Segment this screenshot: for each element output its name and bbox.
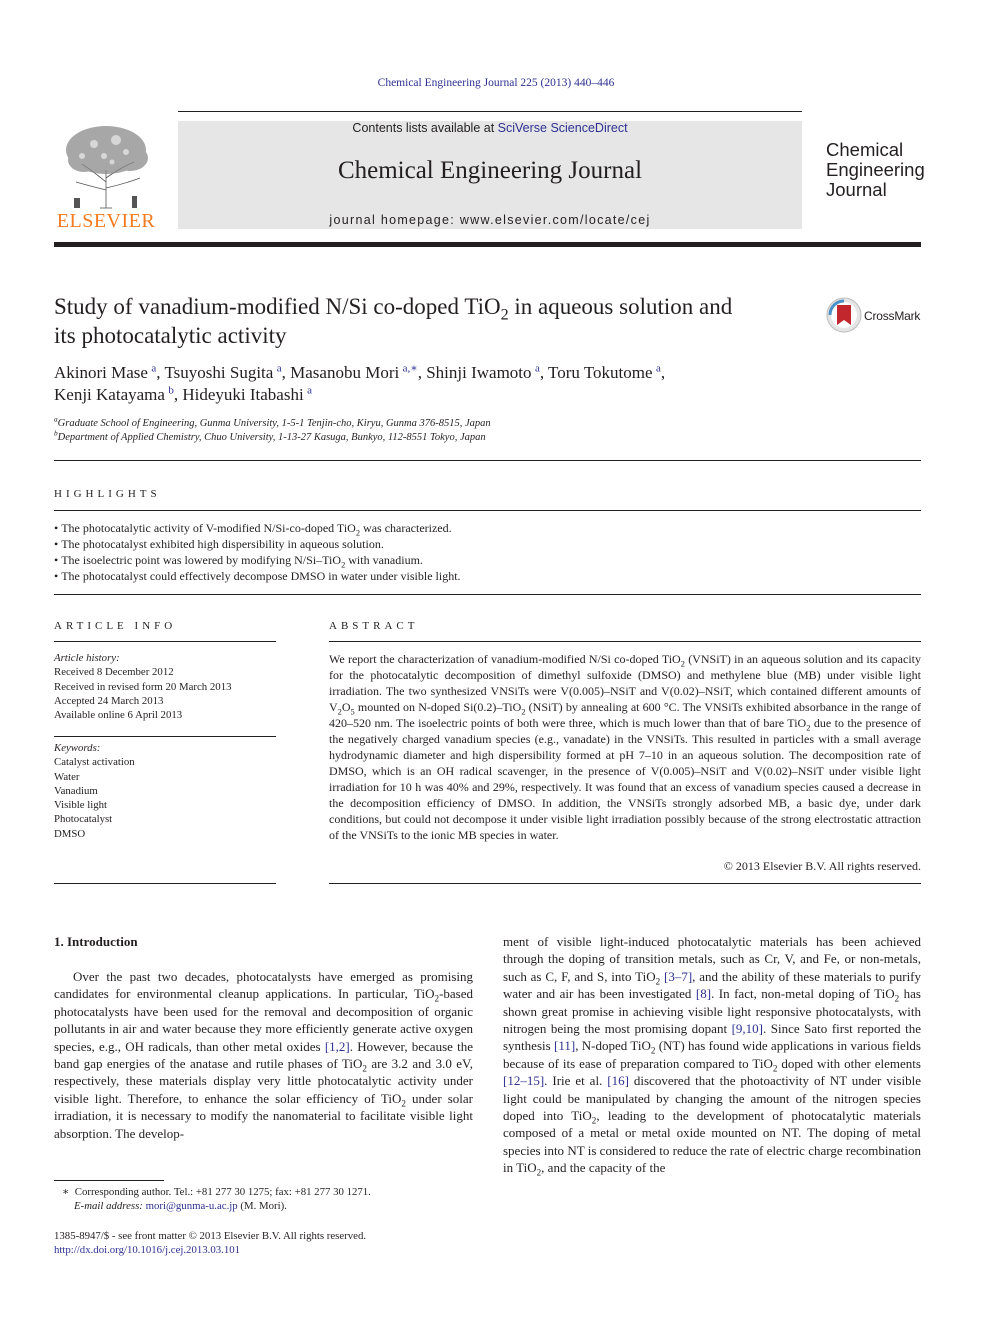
highlight-item: • The photocatalytic activity of V-modified N/Si-co-doped TiO$_2$ was characterized.	[54, 520, 921, 536]
front-matter	[54, 1229, 473, 1258]
highlight-item: • The photocatalyst could effectively decompose DMSO in water under visible light.	[54, 568, 921, 584]
keyword: Catalyst activation	[54, 756, 135, 769]
doi-link[interactable]: http://dx.doi.org/10.1016/j.cej.2013.03.101	[54, 1244, 241, 1257]
publisher-wordmark: ELSEVIER	[56, 210, 156, 232]
section-rule	[54, 460, 921, 461]
section-rule	[54, 883, 276, 884]
separator: ,	[281, 363, 291, 382]
contents-prefix: Contents lists available at	[352, 121, 498, 135]
journal-reference[interactable]: Chemical Engineering Journal 225 (2013) 440–446	[377, 77, 615, 89]
author-list	[54, 362, 814, 406]
separator: ,	[173, 385, 183, 404]
author[interactable]: Akinori Mase	[54, 363, 148, 382]
history-label: Article history:	[54, 652, 120, 664]
affiliation	[54, 414, 814, 431]
email-link[interactable]: mori@gunma-u.ac.jp	[145, 1200, 238, 1213]
section-rule	[54, 510, 921, 511]
keyword: Vanadium	[54, 784, 98, 797]
citation-link[interactable]: [12–15]	[503, 1073, 545, 1089]
author-affiliation-mark[interactable]: a,∗	[402, 362, 418, 375]
author-line	[54, 384, 814, 406]
cover-title-line: Journal	[826, 179, 887, 200]
crossmark-icon	[826, 297, 862, 333]
header-rule-thick	[54, 242, 921, 247]
author-affiliation-mark[interactable]: a	[655, 362, 661, 375]
section-rule	[329, 641, 921, 642]
article-title	[54, 292, 814, 350]
keyword: Visible light	[54, 799, 108, 812]
author-affiliation-mark[interactable]: a	[307, 384, 312, 397]
separator: ,	[156, 363, 165, 382]
article-history	[54, 651, 276, 722]
author[interactable]: Hideyuki Itabashi	[182, 385, 304, 404]
history-item: Accepted 24 March 2013	[54, 694, 164, 707]
author-line	[54, 362, 814, 384]
article-info-heading: ARTICLE INFO	[54, 620, 177, 632]
title-text: Study of vanadium-modified N/Si co-doped TiO	[54, 294, 501, 319]
crossmark-label[interactable]: CrossMark	[864, 309, 921, 323]
separator: ,	[539, 363, 549, 382]
title-text: its photocatalytic activity	[54, 323, 287, 348]
section-rule	[54, 594, 921, 595]
journal-cover-title	[826, 140, 936, 200]
section-rule	[54, 736, 276, 737]
cover-title-line: Chemical	[826, 139, 904, 160]
sciencedirect-link[interactable]: SciVerse ScienceDirect	[497, 121, 628, 135]
section-heading: 1. Introduction	[54, 934, 138, 949]
affiliation-text: Department of Applied Chemistry, Chuo University, 1-13-27 Kasuga, Bunkyo, 112-8551 Tokyo, Japan	[57, 432, 486, 443]
highlight-item: • The photocatalyst exhibited high dispersibility in aqueous solution.	[54, 536, 921, 552]
keywords	[54, 741, 276, 841]
citation-link[interactable]: [9,10]	[731, 1021, 764, 1037]
history-item: Received in revised form 20 March 2013	[54, 680, 232, 693]
header-rule-top	[178, 111, 802, 112]
author[interactable]: Masanobu Mori	[290, 363, 400, 382]
journal-name: Chemical Engineering Journal	[337, 157, 643, 184]
journal-homepage[interactable]: journal homepage: www.elsevier.com/locate/cej	[329, 213, 651, 227]
affiliations	[54, 414, 814, 445]
body-column-left: Over the past two decades, photocatalysts have emerged as promising candidates for environmental cleanup applications. In particular, TiO$_2$-based photocatalysts have been used for the removal and decomposition of organic pollutants in air and water because they more efficiently generate active oxygen species, e.g., OH radicals, than other metal oxides [1,2]. However, because the band gap energies of the anatase and rutile phases of TiO$_2$ are 3.2 and 3.0 eV, respectively, these materials display very little photocatalytic activity under visible light. Therefore, to enhance the solar efficiency of TiO$_2$ under solar irradiation, it is necessary to modify the nanomaterial to facilitate visible light absorption. The develop-	[54, 969, 474, 1141]
keyword: Water	[54, 770, 80, 783]
citation-link[interactable]: [3–7]	[663, 968, 693, 984]
issn-line: 1385-8947/$ - see front matter © 2013 Elsevier B.V. All rights reserved.	[54, 1230, 367, 1242]
separator: ,	[660, 363, 666, 382]
section-rule	[54, 641, 276, 642]
title-text: in aqueous solution and	[508, 294, 733, 319]
contents-line	[178, 121, 802, 135]
highlight-item: • The isoelectric point was lowered by modifying N/Si–TiO$_2$ with vanadium.	[54, 552, 921, 568]
author[interactable]: Toru Tokutome	[548, 363, 653, 382]
affiliation-text: Graduate School of Engineering, Gunma University, 1-5-1 Tenjin-cho, Kiryu, Gunma 376-8515, Japan	[57, 418, 491, 429]
affiliation-mark: b	[54, 428, 58, 438]
author[interactable]: Kenji Katayama	[54, 385, 165, 404]
abstract-text: We report the characterization of vanadium-modified N/Si co-doped TiO$_2$ (VNSiT) in an aqueous solution and its capacity for the photocatalytic decomposition of dimethyl sulfoxide (DMSO) and methylene blue (MB) under visible light irradiation. The two synthesized VNSiTs were V(0.005)–NSiT and V(0.02)–NSiT, which contained different amounts of $V_2O_5$ mounted on N-doped Si(0.2)–TiO$_2$ (NSiT) by annealing at 600 °C. The VNSiTs exhibited absorbance in the range of 420–520 nm. The isoelectric points of both were three, which is much lower than that of bare TiO$_2$ due to the presence of the negatively charged vanadium species (e.g., vanadate) in the VNSiTs. This resulted in particles with a small average hydrodynamic diameter and high dispersibility formed at pH 7–10 in an aqueous solution. The decomposition rate of DMSO, which is an OH radical scavenger, in the presence of V(0.005)–NSiT and V(0.02)–NSiT under visible light irradiation for 10 h was 40% and 29%, respectively. It was found that an excess of vanadium species caused a decrease in the decomposition efficiency of DMSO. In addition, the VNSiTs strongly adsorbed MB, a basic dye, under dark conditions, but could not decompose it under visible light irradiation possibly because of the strong electrostatic attraction of the VNSiTs to the ionic MB species in water.	[329, 652, 922, 842]
highlights-heading: HIGHLIGHTS	[54, 488, 161, 500]
highlights-list	[54, 520, 921, 584]
history-item: Available online 6 April 2013	[54, 709, 183, 722]
affiliation	[54, 428, 814, 445]
title-subscript: 2	[500, 306, 509, 324]
author-affiliation-mark[interactable]: a	[276, 362, 282, 375]
citation-link[interactable]: [11]	[554, 1038, 576, 1054]
affiliation-mark: a	[54, 414, 58, 424]
keyword: DMSO	[54, 827, 86, 840]
author[interactable]: Shinji Iwamoto	[426, 363, 532, 382]
history-item: Received 8 December 2012	[54, 666, 174, 679]
separator: ,	[417, 363, 427, 382]
author-affiliation-mark[interactable]: a	[534, 362, 540, 375]
author-affiliation-mark[interactable]: a	[151, 362, 157, 375]
abstract-heading: ABSTRACT	[329, 620, 419, 632]
footnote-corresponding: ∗ Corresponding author. Tel.: +81 277 30 1275; fax: +81 277 30 1271.	[62, 1186, 371, 1198]
author-affiliation-mark[interactable]: b	[168, 384, 174, 397]
footnote	[54, 1185, 473, 1214]
cover-title-line: Engineering	[826, 159, 925, 180]
keyword: Photocatalyst	[54, 813, 113, 826]
citation-link[interactable]: [8]	[695, 986, 712, 1002]
footnote-rule	[54, 1180, 164, 1181]
section-rule	[329, 883, 921, 884]
body-column-right: ment of visible light-induced photocatalytic materials has been achieved through the doping of transition metals, such as Cr, V, and Fe, or non-metals, such as C, F, and S, into TiO$_2$ [3–7], and the ability of these materials to purify water and air has been investigated [8]. In fact, non-metal doping of TiO$_2$ has shown great promise in achieving visible light responsive photocatalysts, with nitrogen being the most promising dopant [9,10]. Since Sato first reported the synthesis [11], N-doped TiO$_2$ (NT) has found wide applications in various fields because of its ease of preparation compared to TiO$_2$ doped with other elements [12–15]. Irie et al. [16] discovered that the photoactivity of NT under visible light could be manipulated by changing the amount of the nitrogen species doped into TiO$_2$, leading to the development of photocatalytic materials composed of a metal or metal oxide mounted on NT. The doping of metal species into NT is considered to reduce the rate of electric charge recombination in TiO$_2$, and the capacity of the	[503, 934, 922, 1178]
footnote-email: E-mail address: mori@gunma-u.ac.jp (M. Mori).	[74, 1200, 287, 1213]
keywords-label: Keywords:	[54, 742, 101, 754]
citation-link[interactable]: [16]	[607, 1073, 629, 1089]
citation-link[interactable]: [1,2]	[324, 1038, 350, 1054]
author[interactable]: Tsuyoshi Sugita	[164, 363, 274, 382]
copyright-notice: © 2013 Elsevier B.V. All rights reserved.	[723, 859, 921, 873]
